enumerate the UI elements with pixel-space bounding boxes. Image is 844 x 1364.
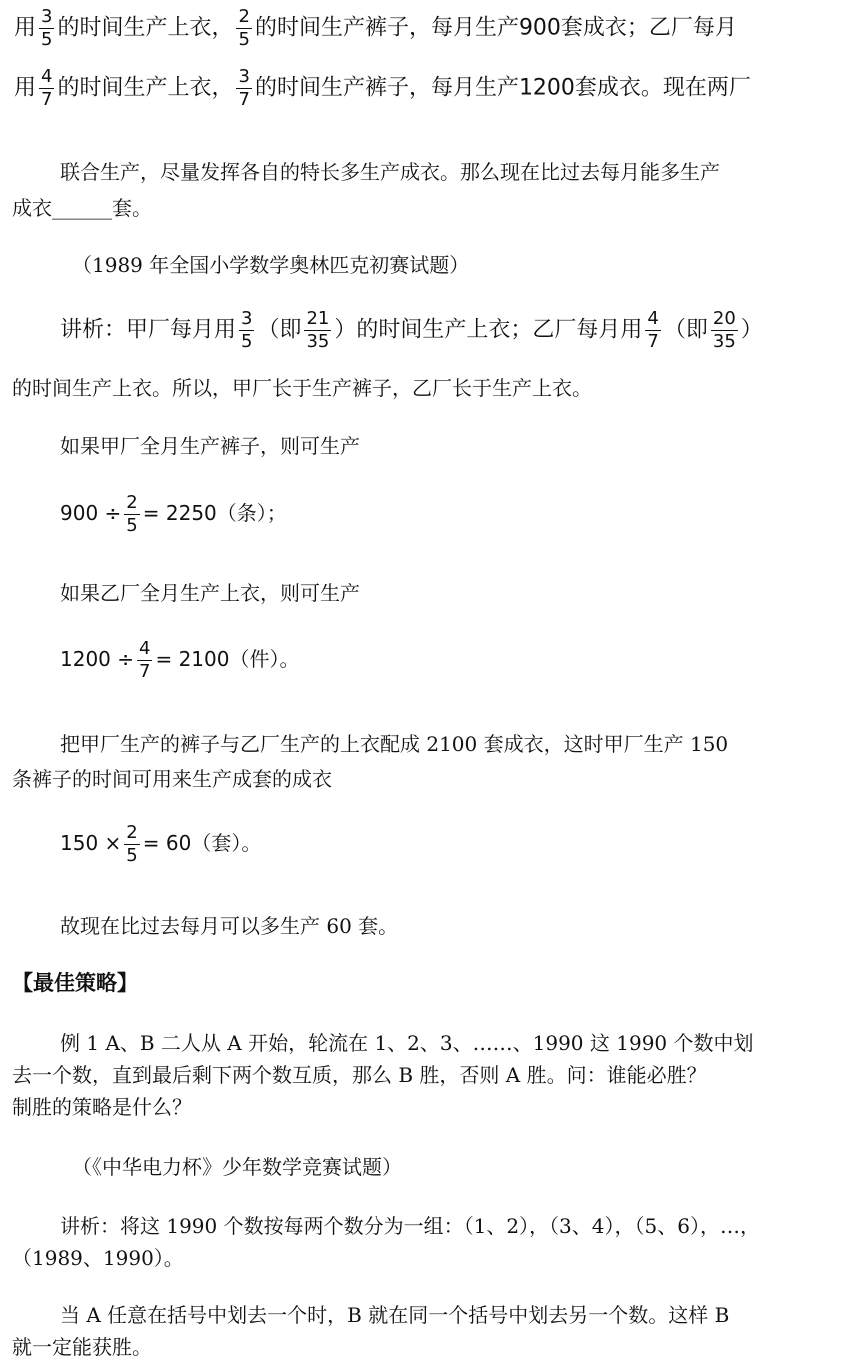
example-line-2: 去一个数，直到最后剩下两个数互质，那么 B 胜，否则 A 胜。问：谁能必胜？: [12, 1063, 707, 1087]
fraction: [137, 640, 152, 681]
analysis-paragraph-2: 如果乙厂全月生产上衣，则可生产: [60, 581, 360, 605]
equation-2: [60, 640, 299, 681]
problem-source: （1989 年全国小学数学奥林匹克初赛试题）: [72, 253, 470, 277]
text: （即: [663, 317, 708, 343]
fraction-numerator: 20: [712, 308, 736, 329]
text: 的时间生产裤子，每月生产900套成衣；乙厂每月: [254, 15, 737, 41]
strategy-last-line-2: 就一定能获胜。: [12, 1335, 152, 1359]
text: = 60（套）。: [142, 831, 262, 855]
fraction-denominator: 5: [126, 515, 138, 536]
text: 用: [14, 15, 37, 41]
fraction: [236, 68, 251, 109]
fraction-denominator: 7: [41, 89, 53, 110]
section-heading: 【最佳策略】: [12, 971, 138, 995]
fraction-numerator: 3: [238, 66, 250, 87]
fraction-denominator: 7: [238, 89, 250, 110]
fraction-numerator: 2: [238, 6, 250, 27]
fraction-denominator: 5: [241, 331, 253, 352]
text: 的时间生产上衣，: [57, 75, 234, 101]
problem-line-1: [14, 8, 737, 49]
analysis-paragraph-1: 如果甲厂全月生产裤子，则可生产: [60, 434, 360, 458]
analysis-line-1: [60, 310, 763, 351]
fraction-numerator: 2: [126, 822, 138, 843]
strategy-analysis-line-2: （1989、1990）。: [12, 1246, 184, 1270]
fraction: [124, 824, 139, 865]
fraction: [239, 310, 254, 351]
fraction: [39, 8, 54, 49]
fraction-denominator: 35: [712, 331, 736, 352]
fraction-numerator: 4: [647, 308, 659, 329]
fraction-denominator: 35: [306, 331, 330, 352]
equation-1: [60, 494, 287, 535]
example-line-3: 制胜的策略是什么？: [12, 1095, 192, 1119]
text: ）的时间生产上衣；乙厂每月用: [334, 317, 643, 343]
analysis-paragraph-3-line-1: 把甲厂生产的裤子与乙厂生产的上衣配成 2100 套成衣，这时甲厂生产 150: [60, 732, 729, 756]
strategy-analysis-line-1: 讲析：将这 1990 个数按每两个数分为一组：（1、2），（3、4），（5、6），…，: [60, 1214, 760, 1238]
problem-line-2: [14, 68, 751, 109]
fraction-numerator: 2: [126, 492, 138, 513]
fraction: [645, 310, 660, 351]
fraction: [124, 494, 139, 535]
text: 讲析：甲厂每月用: [60, 317, 237, 343]
text: 用: [14, 75, 37, 101]
text: ）: [740, 317, 763, 343]
analysis-paragraph-3-line-2: 条裤子的时间可用来生产成套的成衣: [12, 767, 332, 791]
example-source: （《中华电力杯》少年数学竞赛试题）: [72, 1155, 402, 1179]
fraction-denominator: 5: [238, 29, 250, 50]
example-line-1: 例 1 A、B 二人从 A 开始，轮流在 1、2、3、……、1990 这 1990 个数中划: [60, 1031, 754, 1055]
text: 的时间生产上衣，: [57, 15, 234, 41]
fraction: [711, 310, 738, 351]
fraction-numerator: 4: [139, 638, 151, 659]
fraction-denominator: 7: [139, 661, 151, 682]
text: 的时间生产裤子，每月生产1200套成衣。现在两厂: [254, 75, 751, 101]
problem-line-4: 成衣______套。: [12, 196, 152, 220]
fraction-numerator: 4: [41, 66, 53, 87]
text: = 2250（条）；: [142, 501, 287, 525]
text: 900 ÷: [60, 501, 122, 525]
strategy-last-line-1: 当 A 任意在括号中划去一个时，B 就在同一个括号中划去另一个数。这样 B: [60, 1303, 730, 1327]
text: （即: [257, 317, 302, 343]
text: 1200 ÷: [60, 647, 135, 671]
fraction-numerator: 21: [306, 308, 330, 329]
fraction-denominator: 7: [647, 331, 659, 352]
conclusion: 故现在比过去每月可以多生产 60 套。: [60, 914, 399, 938]
fraction: [304, 310, 331, 351]
fraction-numerator: 3: [241, 308, 253, 329]
text: 150 ×: [60, 831, 122, 855]
fraction-denominator: 5: [41, 29, 53, 50]
fraction-denominator: 5: [126, 845, 138, 866]
text: = 2100（件）。: [155, 647, 300, 671]
problem-line-3: 联合生产，尽量发挥各自的特长多生产成衣。那么现在比过去每月能多生产: [60, 160, 720, 184]
fraction-numerator: 3: [41, 6, 53, 27]
fraction: [39, 68, 54, 109]
analysis-line-2: 的时间生产上衣。所以，甲厂长于生产裤子，乙厂长于生产上衣。: [12, 376, 592, 400]
equation-3: [60, 824, 261, 865]
fraction: [236, 8, 251, 49]
